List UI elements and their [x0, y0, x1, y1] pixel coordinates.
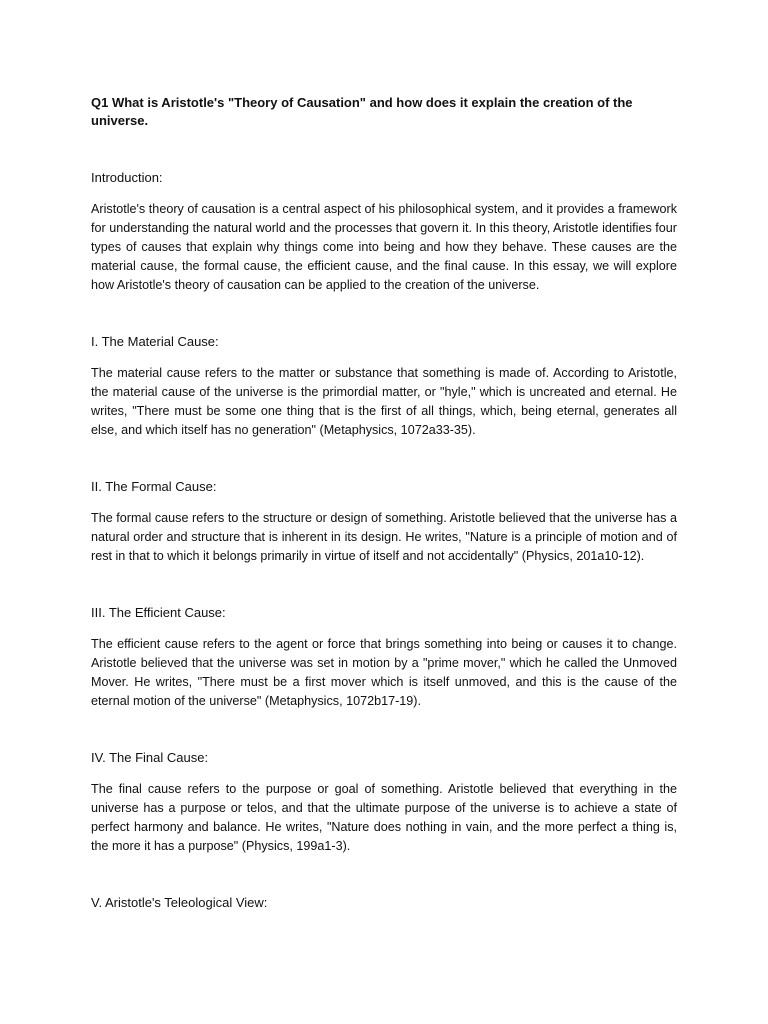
section-heading-efficient-cause: III. The Efficient Cause:: [91, 605, 226, 620]
section-heading-formal-cause: II. The Formal Cause:: [91, 479, 217, 494]
section-body-introduction: Aristotle's theory of causation is a central aspect of his philosophical system, and it provides a framework for understanding the natural world and the processes that govern it. In this theory, Aristotle identifies four types of causes that explain why things come into being and how they behave. These causes are the material cause, the formal cause, the efficient cause, and the final cause. In this essay, we will explore how Aristotle's theory of causation can be applied to the creation of the universe.: [91, 202, 677, 292]
section-heading-final-cause: IV. The Final Cause:: [91, 750, 209, 765]
section-heading-teleological-view: V. Aristotle's Teleological View:: [91, 895, 268, 910]
section-heading-introduction: Introduction:: [91, 170, 163, 185]
document-title: Q1 What is Aristotle's "Theory of Causation" and how does it explain the creation of the universe.: [91, 95, 633, 128]
section-heading-material-cause: I. The Material Cause:: [91, 334, 219, 349]
document-page: [91, 94, 677, 912]
section-body-formal-cause: The formal cause refers to the structure or design of something. Aristotle believed that the universe has a natural order and structure that is inherent in its design. He writes, "Nature is a principle of motion and of rest in that to which it belongs primarily in virtue of itself and not accidentally" (Physics, 201a10-12).: [91, 511, 677, 563]
section-body-material-cause: The material cause refers to the matter or substance that something is made of. According to Aristotle, the material cause of the universe is the primordial matter, or "hyle," which is uncreated and eternal. He writes, "There must be some one thing that is the first of all things, which, being eternal, generates all else, and which itself has no generation" (Metaphysics, 1072a33-35).: [91, 366, 677, 437]
section-body-final-cause: The final cause refers to the purpose or goal of something. Aristotle believed that everything in the universe has a purpose or telos, and that the ultimate purpose of the universe is to achieve a state of perfect harmony and balance. He writes, "Nature does nothing in vain, and the more perfect a thing is, the more it has a purpose" (Physics, 199a1-3).: [91, 782, 677, 853]
section-body-efficient-cause: The efficient cause refers to the agent or force that brings something into being or causes it to change. Aristotle believed that the universe was set in motion by a "prime mover," which he called the Unmoved Mover. He writes, "There must be a first mover which is itself unmoved, and this is the cause of the eternal motion of the universe" (Metaphysics, 1072b17-19).: [91, 637, 677, 708]
